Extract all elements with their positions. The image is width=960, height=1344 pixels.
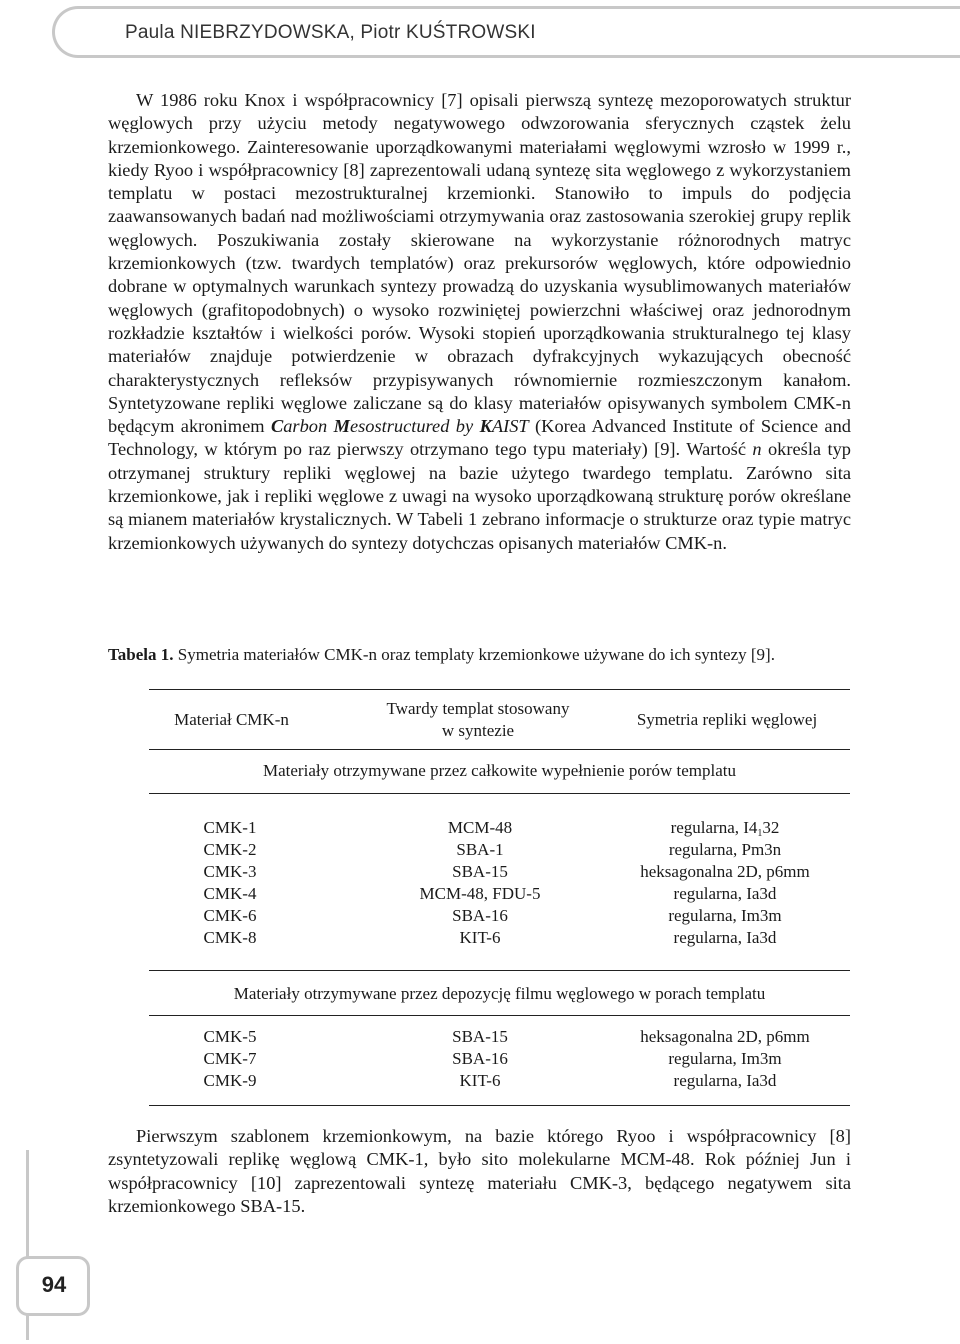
s1-row1-symmetry-post: 32	[762, 818, 780, 837]
s1-row3-symmetry: heksagonalna 2D, p6mm	[640, 862, 810, 881]
s1-row6-material: CMK-8	[203, 928, 257, 947]
table-caption	[108, 645, 775, 665]
s1-row1-material: CMK-1	[203, 818, 257, 837]
header-col-symmetry: Symetria repliki węglowej	[636, 710, 818, 729]
acronym-aist: AIST	[491, 416, 529, 437]
table-bottom-rule	[149, 1105, 850, 1106]
acronym-letter-c: C	[270, 416, 284, 437]
page-number: 94	[41, 1272, 67, 1297]
s2-row3-template: KIT-6	[459, 1071, 501, 1090]
s1-row2-symmetry: regularna, Pm3n	[668, 840, 782, 859]
paragraph1-part2: (Korea Advanced Institute of Science and Technology, w którym po raz pierwszy otrzymano tego typu materiały) [9]. Wartość	[108, 416, 851, 460]
table-top-rule	[149, 689, 850, 690]
s2-row1-symmetry: heksagonalna 2D, p6mm	[640, 1027, 810, 1046]
section2-top-rule	[149, 970, 850, 971]
acronym-letter-m: M	[333, 416, 350, 437]
s1-row1-template: MCM-48	[447, 818, 513, 837]
s1-row5-symmetry: regularna, Im3m	[668, 906, 782, 925]
acronym-letter-k: K	[479, 416, 492, 437]
paragraph1-part3: określa typ otrzymanej struktury repliki węglowej na bazie użytego twardego templatu. Zarówno sita krzemionkowe, jak i repliki węglowe z uwagi na wysoko uporządkowaną strukturę porów określane są mianem materiałów krystalicznych. W Tabeli 1 zebrano informacje o strukturze oraz typie matryc krzemionkowych używanych do syntezy dotychczas opisanych materiałów CMK-n.	[108, 439, 851, 553]
s1-row4-material: CMK-4	[203, 884, 257, 903]
s1-row3-template: SBA-15	[452, 862, 508, 881]
header-col-template-line2: w syntezie	[441, 721, 515, 740]
section1-rule	[149, 793, 850, 794]
body-paragraph-2: Pierwszym szablonem krzemionkowym, na bazie którego Ryoo i współpracownicy [8] zsyntetyzowali replikę węglową CMK-1, było sito molekularne MCM-48. Rok później Jun i współpracownicy [10] zaprezentowali syntezę materiału CMK-3, będącego negatywem sita krzemionkowego SBA-15.	[108, 1126, 851, 1216]
s2-row3-material: CMK-9	[203, 1071, 257, 1090]
s1-row6-symmetry: regularna, Ia3d	[673, 928, 777, 947]
table-caption-text: Symetria materiałów CMK-n oraz templaty krzemionkowe używane do ich syntezy [9].	[173, 645, 775, 664]
s1-row4-symmetry: regularna, Ia3d	[673, 884, 777, 903]
section2-title: Materiały otrzymywane przez depozycję filmu węglowego w porach templatu	[233, 984, 766, 1003]
s1-row6-template: KIT-6	[459, 928, 501, 947]
body-paragraph-1	[108, 89, 851, 555]
table-caption-label: Tabela 1.	[108, 645, 174, 664]
s2-row1-template: SBA-15	[452, 1027, 508, 1046]
s1-row5-template: SBA-16	[452, 906, 508, 925]
header-bottom-rule	[149, 749, 850, 750]
section2-rule	[149, 1015, 850, 1016]
acronym-arbon: arbon	[283, 416, 334, 437]
s1-row1-symmetry-sub: 1	[757, 828, 763, 839]
s2-row1-material: CMK-5	[203, 1027, 257, 1046]
running-header-authors: Paula NIEBRZYDOWSKA, Piotr KUŚTROWSKI	[125, 22, 536, 43]
header-col-template-line1: Twardy templat stosowany	[386, 699, 570, 718]
s2-row2-material: CMK-7	[203, 1049, 257, 1068]
s1-row3-material: CMK-3	[203, 862, 257, 881]
s2-row2-symmetry: regularna, Im3m	[668, 1049, 782, 1068]
paragraph1-part1: W 1986 roku Knox i współpracownicy [7] opisali pierwszą syntezę mezoporowatych struktur węglowych przy użyciu metody negatywowego odwzorowania sferycznych cząstek żelu krzemionkowego. Zainteresowanie uporządkowanymi materiałami węglowymi wzrosło w 1999 r., kiedy Ryoo i współpracownicy [8] zaprezentowali udaną syntezę sita węglowego z wykorzystaniem templatu w postaci mezostrukturalnej krzemionki. Stanowiło to impuls do podjęcia zaawansowanych badań nad możliwościami otrzymywania oraz zastosowania szerokiej grupy replik węglowych. Poszukiwania zostały skierowane na wykorzystanie różnorodnych matryc krzemionkowych (tzw. twardych templatów) oraz prekursorów węglowych, które odpowiednio dobrane w optymalnych warunkach syntezy prowadzą do uzyskania wysublimowanych materiałów węglowych (grafitopodobnych) o wysoko rozwiniętej powierzchni właściwej oraz jednorodnym rozkładzie kształtów i wielkości porów. Wysoki stopień uporządkowania strukturalnego tej klasy materiałów znajduje potwierdzenie w obrazach dyfrakcyjnych wykazujących obecność charakterystycznych refleksów przypisywanych równomiernie rozmieszczonym kanałom. Syntetyzowane repliki węglowe zaliczane są do klasy materiałów opisywanych symbolem CMK-n będącym akronimem	[108, 90, 851, 437]
s1-row4-template: MCM-48, FDU-5	[419, 884, 541, 903]
s2-row3-symmetry: regularna, Ia3d	[673, 1071, 777, 1090]
s1-row2-material: CMK-2	[203, 840, 257, 859]
s1-row2-template: SBA-1	[456, 840, 504, 859]
s1-row5-material: CMK-6	[203, 906, 257, 925]
header-col-material: Materiał CMK-n	[174, 710, 289, 729]
acronym-esostructured: esostructured by	[349, 416, 480, 437]
n-symbol: n	[752, 439, 762, 460]
s2-row2-template: SBA-16	[452, 1049, 508, 1068]
s1-row1-symmetry-pre: regularna, I4	[670, 818, 758, 837]
section1-title: Materiały otrzymywane przez całkowite wypełnienie porów templatu	[263, 761, 736, 780]
